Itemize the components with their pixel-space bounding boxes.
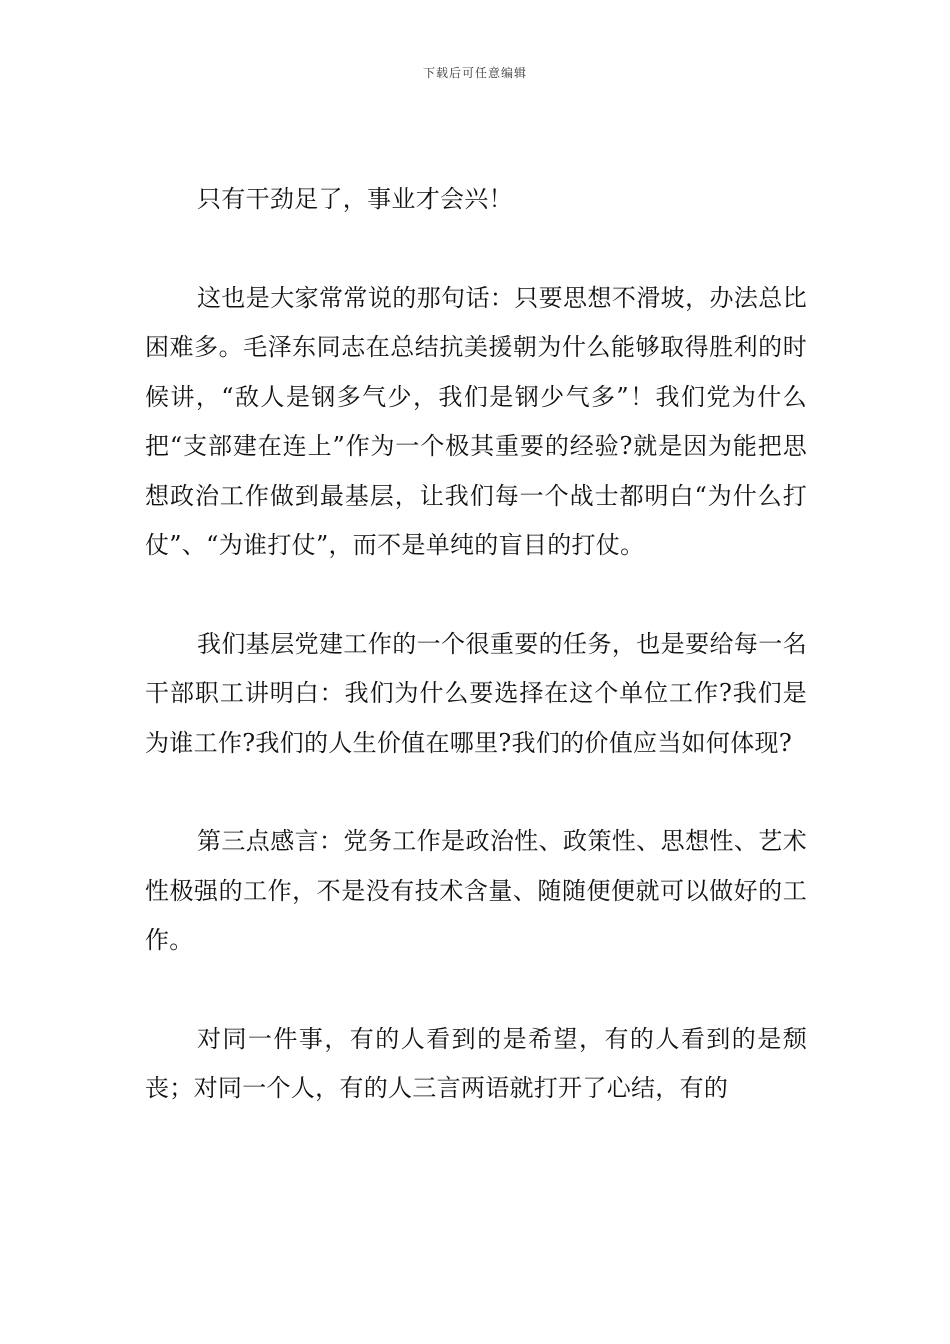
paragraph: 我们基层党建工作的一个很重要的任务，也是要给每一名干部职工讲明白：我们为什么要选择在这个单位工作?我们是为谁工作?我们的人生价值在哪里?我们的价值应当如何体现? [145, 629, 807, 757]
page-header-note: 下载后可任意编辑 [422, 66, 527, 80]
paragraph: 第三点感言：党务工作是政治性、政策性、思想性、艺术性极强的工作，不是没有技术含量、随随便便就可以做好的工作。 [145, 827, 807, 954]
paragraph: 只有干劲足了，事业才会兴！ [197, 185, 513, 213]
paragraph: 对同一件事，有的人看到的是希望，有的人看到的是颓丧；对同一个人，有的人三言两语就打开了心结，有的 [145, 1024, 807, 1102]
paragraph: 这也是大家常常说的那句话：只要思想不滑坡，办法总比困难多。毛泽东同志在总结抗美援朝为什么能够取得胜利的时候讲，“敌人是钢多气少，我们是钢少气多”！我们党为什么把“支部建在连上”作为一个极其重要的经验?就是因为能把思想政治工作做到最基层，让我们每一个战士都明白“为什么打仗”、“为谁打仗”，而不是单纯的盲目的打仗。 [145, 283, 807, 559]
document-body [145, 175, 807, 1163]
